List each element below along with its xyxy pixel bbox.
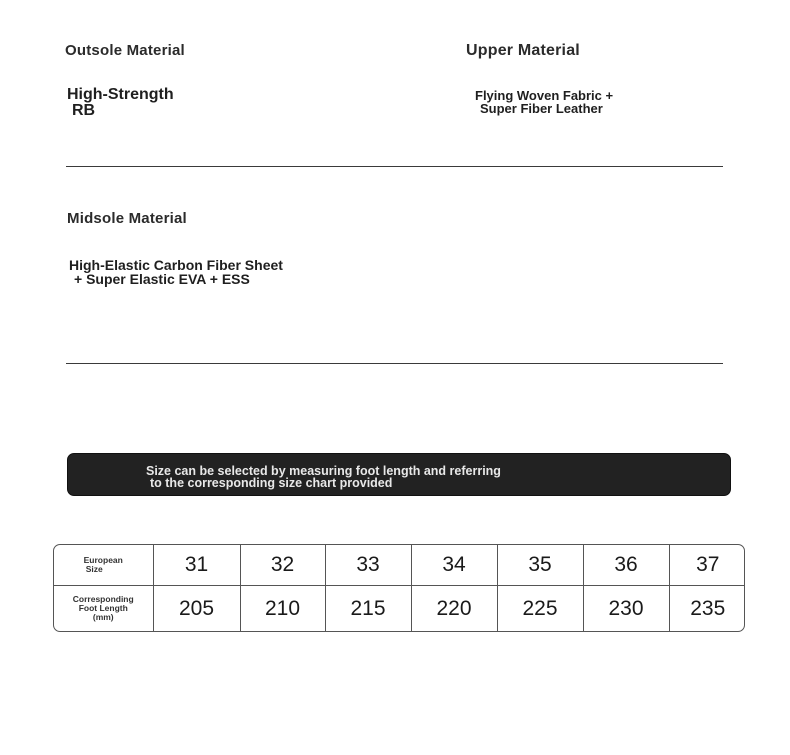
foot-length-header-line3: (mm) — [92, 612, 114, 622]
size-note-line2: to the corresponding size chart provided — [150, 476, 393, 490]
size-cell: 34 — [411, 545, 497, 586]
european-size-header — [54, 545, 153, 586]
foot-length-cell: 220 — [411, 586, 497, 631]
midsole-value-line2: + Super Elastic EVA + ESS — [74, 271, 250, 287]
midsole-material-heading: Midsole Material — [67, 210, 187, 227]
foot-length-cell: 230 — [583, 586, 669, 631]
european-size-header-line2: Size — [85, 564, 103, 574]
upper-value-line2: Super Fiber Leather — [480, 101, 603, 116]
outsole-material-value — [67, 87, 174, 119]
foot-length-cell: 235 — [690, 596, 726, 620]
midsole-material-value — [69, 258, 283, 286]
size-cell: 36 — [583, 545, 669, 586]
size-cell: 33 — [325, 545, 411, 586]
upper-material-heading: Upper Material — [466, 42, 580, 59]
foot-length-header-line2: Foot Length — [78, 603, 128, 613]
foot-length-cell: 205 — [153, 586, 240, 631]
size-cell: 31 — [153, 545, 240, 586]
foot-length-cell: 215 — [325, 586, 411, 631]
size-cell: 32 — [240, 545, 325, 586]
foot-length-header — [54, 586, 153, 631]
outsole-value-line1: High-Strength — [67, 86, 174, 103]
size-cell: 35 — [497, 545, 583, 586]
size-cell: 37 — [669, 545, 745, 586]
size-chart-table — [53, 544, 745, 632]
midsole-value-line1: High-Elastic Carbon Fiber Sheet — [69, 257, 283, 273]
size-note-line1: Size can be selected by measuring foot length and referring — [146, 464, 501, 478]
outsole-value-line2: RB — [72, 102, 96, 119]
upper-value-line1: Flying Woven Fabric + — [475, 88, 614, 103]
foot-length-header-line1: Corresponding — [72, 594, 134, 604]
european-size-header-line1: European — [83, 555, 123, 565]
size-note-banner — [67, 453, 731, 496]
foot-length-cell: 225 — [497, 586, 583, 631]
foot-length-cell: 210 — [240, 586, 325, 631]
divider-bottom — [66, 363, 723, 364]
outsole-material-heading: Outsole Material — [65, 42, 185, 59]
upper-material-value — [475, 89, 613, 115]
divider-top — [66, 166, 723, 167]
foot-length-row — [54, 586, 745, 631]
european-size-row — [54, 545, 745, 586]
size-note-text — [146, 465, 501, 489]
